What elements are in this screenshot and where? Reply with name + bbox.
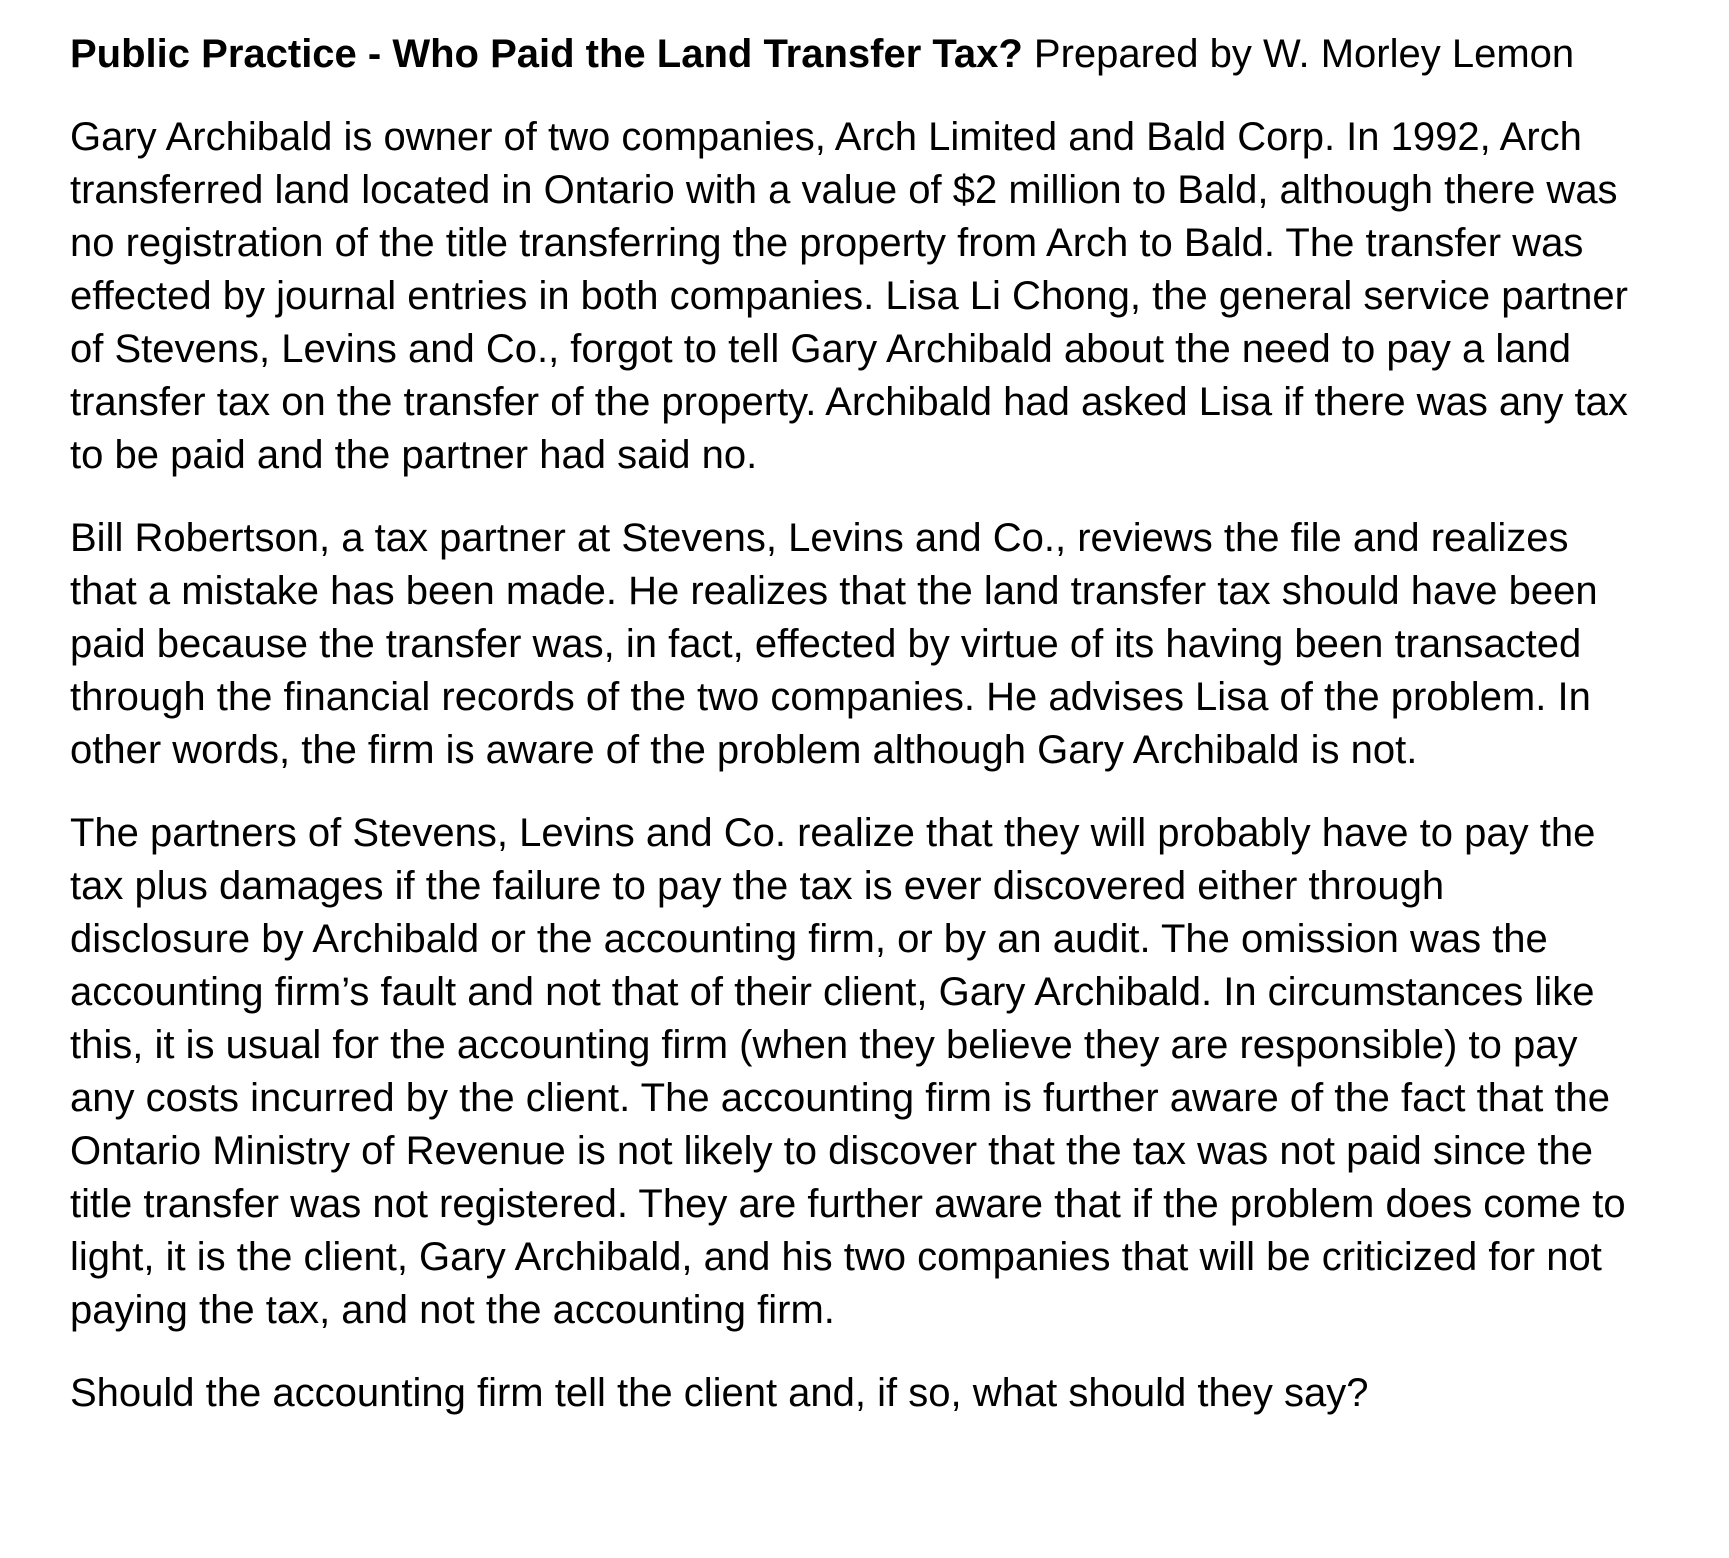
- paragraph-line: through the financial records of the two companies. He advises Lisa of the problem. In: [70, 675, 1591, 719]
- paragraph-line: Gary Archibald is owner of two companies, Arch Limited and Bald Corp. In 1992, Arch: [70, 115, 1582, 159]
- paragraph-1: [70, 111, 1670, 482]
- paragraph-line: light, it is the client, Gary Archibald, and his two companies that will be criticized for not: [70, 1235, 1602, 1279]
- document-page: [70, 28, 1670, 1450]
- paragraph-line: this, it is usual for the accounting firm (when they believe they are responsible) to pay: [70, 1023, 1578, 1067]
- paragraph-line: Ontario Ministry of Revenue is not likely to discover that the tax was not paid since the: [70, 1129, 1593, 1173]
- paragraph-line: title transfer was not registered. They are further aware that if the problem does come to: [70, 1182, 1626, 1226]
- paragraph-line: disclosure by Archibald or the accounting firm, or by an audit. The omission was the: [70, 917, 1548, 961]
- paragraph-line: other words, the firm is aware of the problem although Gary Archibald is not.: [70, 728, 1418, 772]
- paragraph-line: tax plus damages if the failure to pay the tax is ever discovered either through: [70, 864, 1445, 908]
- paragraph-line: The partners of Stevens, Levins and Co. realize that they will probably have to pay the: [70, 811, 1596, 855]
- paragraph-line: accounting firm’s fault and not that of their client, Gary Archibald. In circumstances like: [70, 970, 1595, 1014]
- paragraph-line: Should the accounting firm tell the client and, if so, what should they say?: [70, 1371, 1369, 1415]
- paragraph-line: effected by journal entries in both companies. Lisa Li Chong, the general service partner: [70, 274, 1628, 318]
- paragraph-line: transferred land located in Ontario with a value of $2 million to Bald, although there was: [70, 168, 1618, 212]
- paragraph-line: that a mistake has been made. He realizes that the land transfer tax should have been: [70, 569, 1598, 613]
- paragraph-line: of Stevens, Levins and Co., forgot to tell Gary Archibald about the need to pay a land: [70, 327, 1571, 371]
- document-title: Public Practice - Who Paid the Land Transfer Tax?: [70, 32, 1023, 76]
- paragraph-line: no registration of the title transferring the property from Arch to Bald. The transfer was: [70, 221, 1584, 265]
- document-header: [70, 28, 1670, 81]
- paragraph-2: [70, 512, 1670, 777]
- paragraph-line: Bill Robertson, a tax partner at Stevens, Levins and Co., reviews the file and realizes: [70, 516, 1569, 560]
- paragraph-line: transfer tax on the transfer of the property. Archibald had asked Lisa if there was any tax: [70, 380, 1628, 424]
- paragraph-4: [70, 1367, 1670, 1420]
- paragraph-line: paid because the transfer was, in fact, effected by virtue of its having been transacted: [70, 622, 1582, 666]
- paragraph-line: any costs incurred by the client. The accounting firm is further aware of the fact that the: [70, 1076, 1611, 1120]
- paragraph-3: [70, 807, 1670, 1337]
- paragraph-line: paying the tax, and not the accounting firm.: [70, 1288, 835, 1332]
- paragraph-line: to be paid and the partner had said no.: [70, 433, 758, 477]
- document-byline: Prepared by W. Morley Lemon: [1033, 32, 1575, 76]
